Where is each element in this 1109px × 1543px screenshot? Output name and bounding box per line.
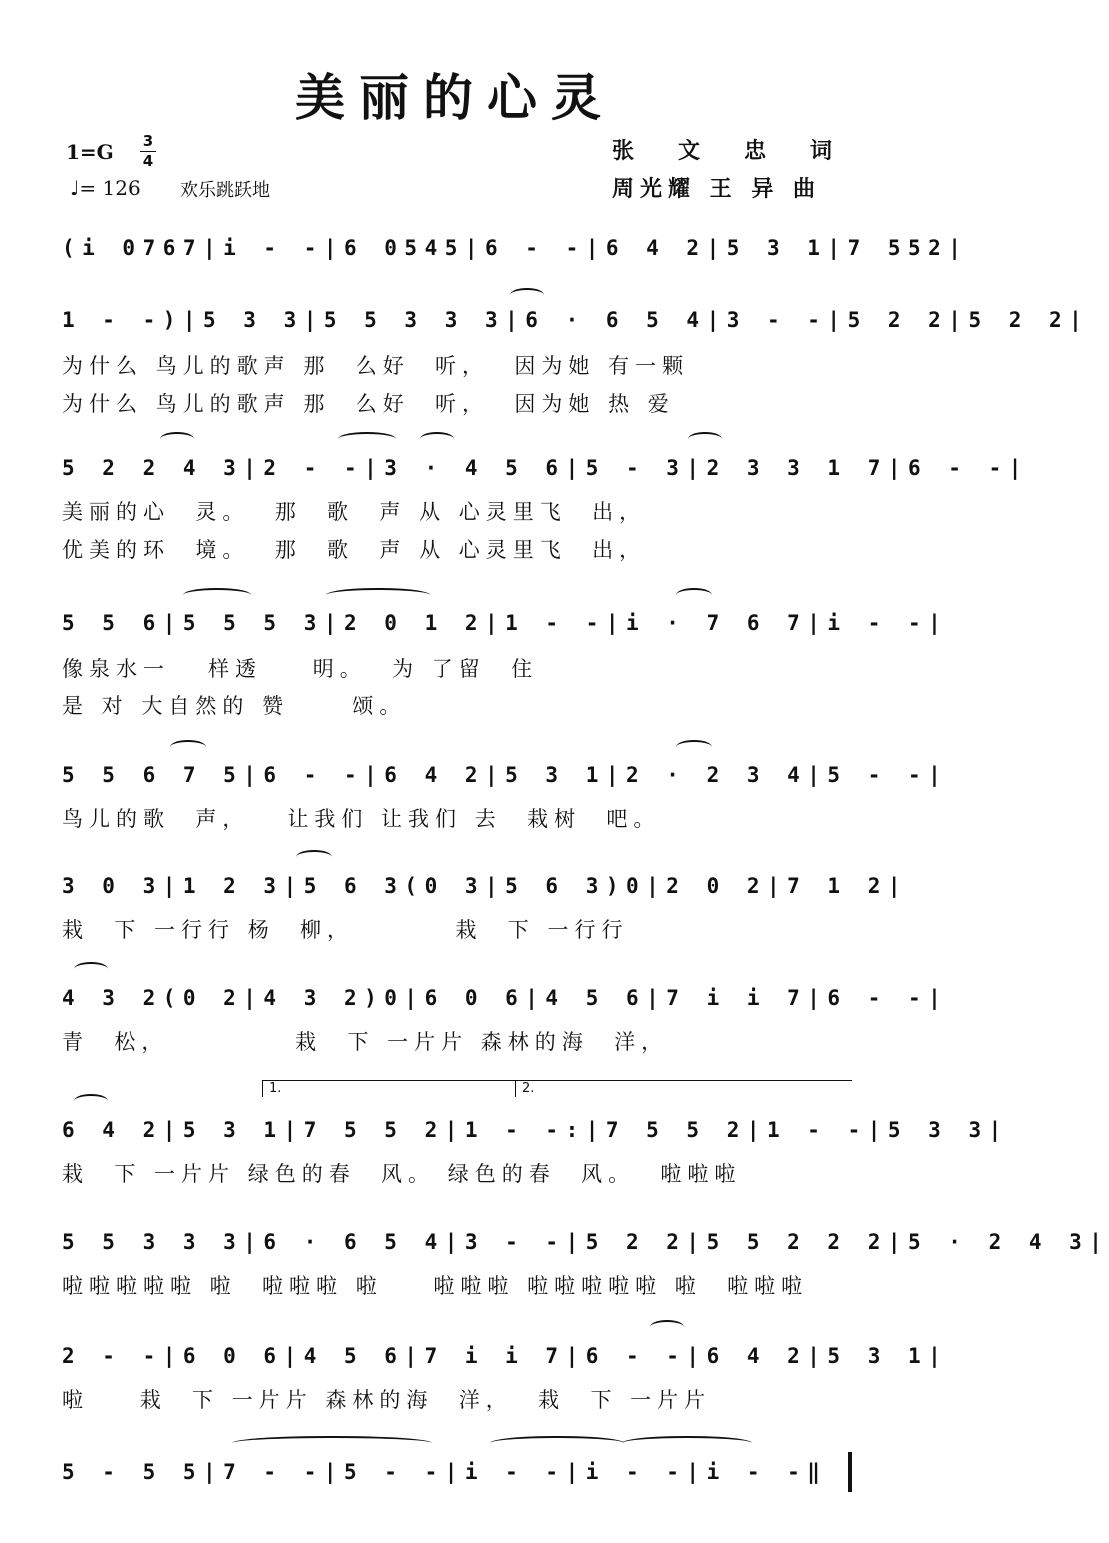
song-title: 美丽的心灵 [295, 69, 615, 127]
slur-mark [183, 588, 251, 602]
score-row-6 [62, 866, 909, 906]
key-signature: 1=G [66, 140, 114, 164]
composer-credit: 周光耀 王 异 曲 [612, 177, 821, 202]
slur-mark [74, 962, 108, 976]
score-row-8 [62, 1110, 1009, 1150]
slur-mark [676, 588, 712, 602]
lyric-line: 优美的环 境。 那 歌 声 从 心灵里飞 出， [62, 538, 647, 562]
slur-mark [420, 432, 454, 446]
lyric-line: 为什么 鸟儿的歌声 那 么好 听， 因为她 有一颗 [62, 354, 690, 378]
score-row-9 [62, 1222, 1109, 1262]
time-signature-top: 3 [142, 132, 154, 150]
final-barline [848, 1452, 852, 1492]
score-row-7 [62, 978, 949, 1018]
volta-first: 1. [262, 1080, 517, 1097]
lyric-line: 啦啦啦啦啦 啦 啦啦啦 啦 啦啦啦 啦啦啦啦啦 啦 啦啦啦 [62, 1274, 809, 1298]
score-row-1 [62, 228, 969, 268]
lyric-line: 啦 栽 下 一片片 森林的海 洋， 栽 下 一片片 [62, 1388, 712, 1412]
expression-mark: 欢乐跳跃地 [180, 180, 270, 201]
slur-mark [688, 432, 722, 446]
slur-mark [326, 588, 430, 602]
score-row-3 [62, 448, 1029, 488]
time-signature-bottom: 4 [142, 152, 154, 170]
slur-mark [296, 850, 332, 864]
slur-mark [622, 1436, 752, 1450]
slur-mark [490, 1436, 624, 1450]
slur-mark [160, 432, 194, 446]
notes-line: 5 5 6 7 5|6 - -|6 4 2|5 3 1|2 · 2 3 4|5 - -| [62, 763, 949, 787]
tempo-mark: ♩= 126 [70, 176, 141, 200]
notes-line: 4 3 2(0 2|4 3 2)0|6 0 6|4 5 6|7 i i 7|6 - -| [62, 986, 949, 1010]
lyric-line: 为什么 鸟儿的歌声 那 么好 听， 因为她 热 爱 [62, 392, 675, 416]
lyric-line: 美丽的心 灵。 那 歌 声 从 心灵里飞 出， [62, 500, 647, 524]
lyric-line: 栽 下 一片片 绿色的春 风。 绿色的春 风。 啦啦啦 [62, 1162, 742, 1186]
notes-line: 5 5 6|5 5 5 3|2 0 1 2|1 - -|i · 7 6 7|i - -| [62, 611, 949, 635]
slur-mark [650, 1320, 684, 1334]
score-row-10 [62, 1336, 949, 1376]
lyric-line: 鸟儿的歌 声， 让我们 让我们 去 栽树 吧。 [62, 807, 661, 831]
slur-mark [232, 1436, 432, 1450]
slur-mark [170, 740, 206, 754]
notes-line: 5 2 2 4 3|2 - -|3 · 4 5 6|5 - 3|2 3 3 1 7|6 - -| [62, 456, 1029, 480]
score-row-11 [62, 1452, 852, 1492]
notes-line: (i 0767|i - -|6 0545|6 - -|6 4 2|5 3 1|7 552| [62, 236, 969, 260]
notes-line: 1 - -)|5 3 3|5 5 3 3 3|6 · 6 5 4|3 - -|5 2 2|5 2 2| [62, 308, 1090, 332]
lyric-line: 栽 下 一行行 杨 柳， 栽 下 一行行 [62, 918, 629, 942]
time-signature [140, 133, 156, 170]
lyric-line: 是 对 大自然的 赞 颂。 [62, 694, 407, 718]
lyricist-credit: 张文忠词 [612, 139, 877, 164]
volta-second: 2. [515, 1080, 852, 1097]
score-row-2 [62, 300, 1090, 340]
notes-line: 3 0 3|1 2 3|5 6 3(0 3|5 6 3)0|2 0 2|7 1 2| [62, 874, 909, 898]
notes-line: 5 - 5 5|7 - -|5 - -|i - -|i - -|i - -‖ [62, 1460, 828, 1484]
score-row-5 [62, 755, 949, 795]
slur-mark [676, 740, 712, 754]
notes-line: 6 4 2|5 3 1|7 5 5 2|1 - -:|7 5 5 2|1 - -|5 3 3| [62, 1118, 1009, 1142]
lyric-line: 像泉水一 样透 明。 为 了留 住 [62, 657, 539, 681]
slur-mark [510, 288, 544, 302]
notes-line: 2 - -|6 0 6|4 5 6|7 i i 7|6 - -|6 4 2|5 3 1| [62, 1344, 949, 1368]
lyric-line: 青 松， 栽 下 一片片 森林的海 洋， [62, 1030, 669, 1054]
slur-mark [74, 1094, 108, 1108]
notes-line: 5 5 3 3 3|6 · 6 5 4|3 - -|5 2 2|5 5 2 2 2|5 · 2 4 3| [62, 1230, 1109, 1254]
slur-mark [338, 432, 396, 446]
score-row-4 [62, 603, 949, 643]
